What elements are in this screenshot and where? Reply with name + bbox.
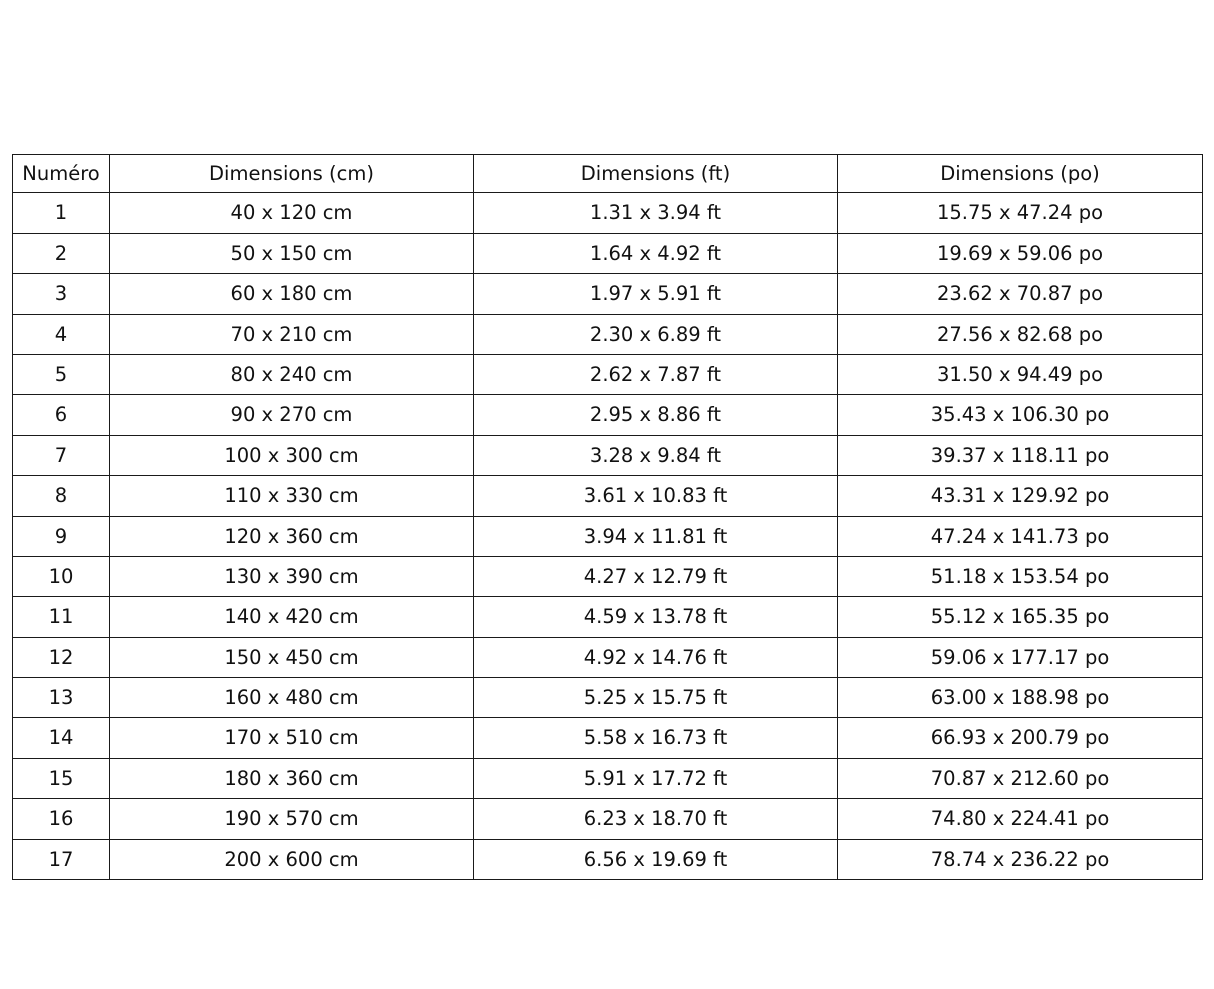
table-cell: 170 x 510 cm: [110, 718, 474, 758]
dimensions-table: [12, 154, 1203, 880]
table-cell: 5.58 x 16.73 ft: [474, 718, 838, 758]
table-cell: 140 x 420 cm: [110, 597, 474, 637]
column-header-numero: Numéro: [13, 155, 110, 193]
table-cell: 80 x 240 cm: [110, 354, 474, 394]
table-cell: 35.43 x 106.30 po: [838, 395, 1203, 435]
column-header-dimensions-cm: Dimensions (cm): [110, 155, 474, 193]
table-cell: 17: [13, 839, 110, 879]
table-cell: 9: [13, 516, 110, 556]
table-cell: 6.56 x 19.69 ft: [474, 839, 838, 879]
table-cell: 160 x 480 cm: [110, 678, 474, 718]
table-row: [13, 193, 1203, 233]
table-cell: 110 x 330 cm: [110, 476, 474, 516]
table-cell: 14: [13, 718, 110, 758]
table-cell: 70 x 210 cm: [110, 314, 474, 354]
table-cell: 40 x 120 cm: [110, 193, 474, 233]
table-cell: 50 x 150 cm: [110, 233, 474, 273]
column-header-dimensions-ft: Dimensions (ft): [474, 155, 838, 193]
table-cell: 180 x 360 cm: [110, 758, 474, 798]
table-cell: 60 x 180 cm: [110, 274, 474, 314]
table-cell: 3.94 x 11.81 ft: [474, 516, 838, 556]
table-row: [13, 718, 1203, 758]
table-cell: 2: [13, 233, 110, 273]
table-cell: 150 x 450 cm: [110, 637, 474, 677]
table-header-row: [13, 155, 1203, 193]
table-cell: 15: [13, 758, 110, 798]
table-row: [13, 597, 1203, 637]
table-cell: 7: [13, 435, 110, 475]
table-cell: 55.12 x 165.35 po: [838, 597, 1203, 637]
table-cell: 13: [13, 678, 110, 718]
table-row: [13, 233, 1203, 273]
table-row: [13, 395, 1203, 435]
table-row: [13, 637, 1203, 677]
table-row: [13, 799, 1203, 839]
table-cell: 90 x 270 cm: [110, 395, 474, 435]
table-cell: 78.74 x 236.22 po: [838, 839, 1203, 879]
table-cell: 1: [13, 193, 110, 233]
table-cell: 66.93 x 200.79 po: [838, 718, 1203, 758]
table-cell: 3.61 x 10.83 ft: [474, 476, 838, 516]
table-cell: 2.62 x 7.87 ft: [474, 354, 838, 394]
table-cell: 200 x 600 cm: [110, 839, 474, 879]
table-cell: 47.24 x 141.73 po: [838, 516, 1203, 556]
table-cell: 31.50 x 94.49 po: [838, 354, 1203, 394]
table-cell: 8: [13, 476, 110, 516]
table-cell: 23.62 x 70.87 po: [838, 274, 1203, 314]
table-cell: 120 x 360 cm: [110, 516, 474, 556]
table-cell: 6: [13, 395, 110, 435]
table-row: [13, 516, 1203, 556]
table-cell: 1.64 x 4.92 ft: [474, 233, 838, 273]
table-cell: 16: [13, 799, 110, 839]
table-cell: 10: [13, 556, 110, 596]
table-row: [13, 314, 1203, 354]
table-cell: 19.69 x 59.06 po: [838, 233, 1203, 273]
column-header-dimensions-po: Dimensions (po): [838, 155, 1203, 193]
table-cell: 4.92 x 14.76 ft: [474, 637, 838, 677]
table-cell: 3: [13, 274, 110, 314]
table-cell: 4.27 x 12.79 ft: [474, 556, 838, 596]
table-cell: 59.06 x 177.17 po: [838, 637, 1203, 677]
table-row: [13, 556, 1203, 596]
table-container: [12, 154, 1202, 880]
table-body: [13, 193, 1203, 880]
table-row: [13, 476, 1203, 516]
table-cell: 190 x 570 cm: [110, 799, 474, 839]
table-cell: 2.30 x 6.89 ft: [474, 314, 838, 354]
table-cell: 5.25 x 15.75 ft: [474, 678, 838, 718]
table-cell: 4.59 x 13.78 ft: [474, 597, 838, 637]
table-cell: 63.00 x 188.98 po: [838, 678, 1203, 718]
table-row: [13, 678, 1203, 718]
table-cell: 6.23 x 18.70 ft: [474, 799, 838, 839]
table-row: [13, 274, 1203, 314]
table-row: [13, 354, 1203, 394]
table-cell: 2.95 x 8.86 ft: [474, 395, 838, 435]
table-cell: 51.18 x 153.54 po: [838, 556, 1203, 596]
table-cell: 3.28 x 9.84 ft: [474, 435, 838, 475]
table-cell: 70.87 x 212.60 po: [838, 758, 1203, 798]
table-cell: 1.97 x 5.91 ft: [474, 274, 838, 314]
table-cell: 1.31 x 3.94 ft: [474, 193, 838, 233]
table-cell: 130 x 390 cm: [110, 556, 474, 596]
table-cell: 5: [13, 354, 110, 394]
table-cell: 100 x 300 cm: [110, 435, 474, 475]
table-cell: 74.80 x 224.41 po: [838, 799, 1203, 839]
table-cell: 39.37 x 118.11 po: [838, 435, 1203, 475]
table-cell: 15.75 x 47.24 po: [838, 193, 1203, 233]
table-cell: 5.91 x 17.72 ft: [474, 758, 838, 798]
table-cell: 12: [13, 637, 110, 677]
table-cell: 11: [13, 597, 110, 637]
table-cell: 43.31 x 129.92 po: [838, 476, 1203, 516]
table-row: [13, 758, 1203, 798]
table-cell: 27.56 x 82.68 po: [838, 314, 1203, 354]
table-cell: 4: [13, 314, 110, 354]
table-header: [13, 155, 1203, 193]
table-row: [13, 839, 1203, 879]
table-row: [13, 435, 1203, 475]
